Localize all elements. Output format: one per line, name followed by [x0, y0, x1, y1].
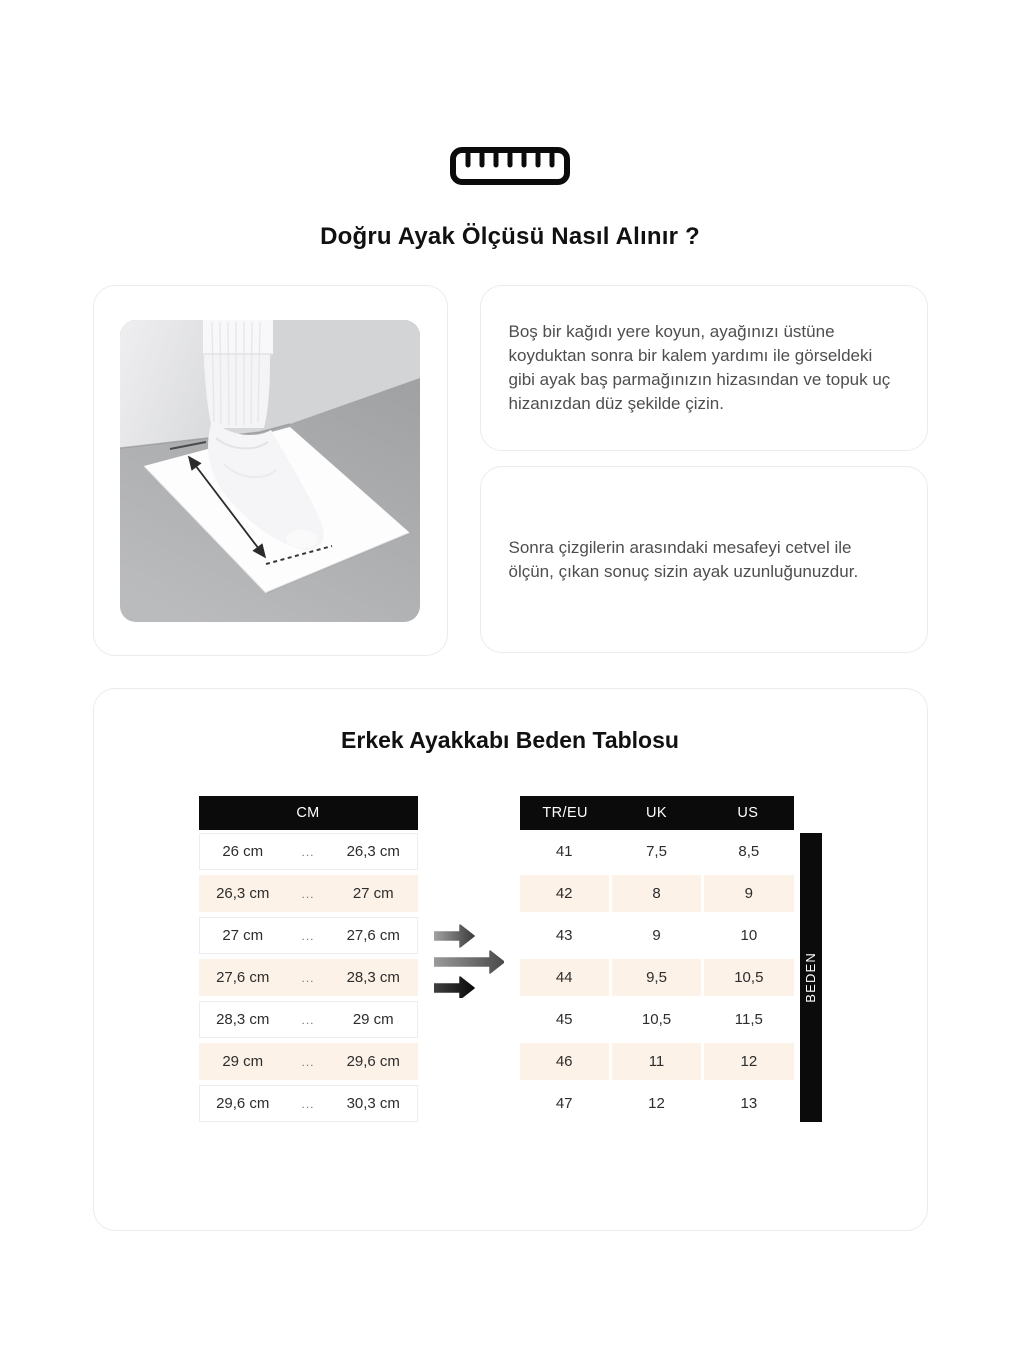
cm-table-row — [199, 875, 418, 912]
size-cell: 9 — [704, 875, 793, 912]
size-cell: 10 — [704, 917, 793, 954]
size-table-title: Erkek Ayakkabı Beden Tablosu — [341, 727, 679, 753]
international-size-table — [520, 796, 794, 1122]
size-cell: 46 — [520, 1043, 609, 1080]
beden-side-label-text: BEDEN — [803, 952, 818, 1003]
size-cell: 7,5 — [612, 833, 701, 870]
cm-table-row — [199, 1001, 418, 1038]
size-table-header-us: US — [737, 805, 759, 821]
cm-table-header: CM — [199, 796, 418, 830]
cm-table-row — [199, 833, 418, 870]
range-dots: ... — [301, 886, 315, 901]
size-cell: 11 — [612, 1043, 701, 1080]
cm-table-row — [199, 1085, 418, 1122]
cm-to-cell: 28,3 cm — [346, 969, 400, 986]
size-cell: 45 — [520, 1001, 609, 1038]
cm-to-cell: 26,3 cm — [346, 843, 400, 860]
cm-from-cell: 29,6 cm — [216, 1095, 270, 1112]
cm-from-cell: 26 cm — [222, 843, 264, 860]
size-table-row — [520, 959, 794, 996]
range-dots: ... — [301, 928, 315, 943]
page-title: Doğru Ayak Ölçüsü Nasıl Alınır ? — [320, 223, 700, 250]
size-table-body — [520, 833, 794, 1122]
size-cell: 10,5 — [704, 959, 793, 996]
cm-from-cell: 29 cm — [222, 1053, 264, 1070]
size-table-header-uk: UK — [646, 805, 667, 821]
size-cell: 43 — [520, 917, 609, 954]
page-header — [0, 0, 1020, 251]
size-table-row — [520, 833, 794, 870]
cm-from-cell: 26,3 cm — [216, 885, 270, 902]
size-cell: 9 — [612, 917, 701, 954]
instructions-section — [93, 285, 928, 656]
cm-from-cell: 28,3 cm — [216, 1011, 270, 1028]
cm-table-row — [199, 959, 418, 996]
cm-table — [199, 796, 418, 1122]
size-cell: 12 — [704, 1043, 793, 1080]
size-cell: 10,5 — [612, 1001, 701, 1038]
range-dots: ... — [301, 844, 315, 859]
cm-to-cell: 30,3 cm — [346, 1095, 400, 1112]
instruction-step-2: Sonra çizgilerin arasındaki mesafeyi cetvel ile ölçün, çıkan sonuç sizin ayak uzunluğunuzdur. — [508, 537, 859, 581]
size-cell: 9,5 — [612, 959, 701, 996]
instruction-cards-column — [480, 285, 928, 656]
cm-table-row — [199, 1043, 418, 1080]
foot-measurement-illustration — [120, 320, 420, 622]
size-table-row — [520, 917, 794, 954]
cm-table-row — [199, 917, 418, 954]
size-cell: 8,5 — [704, 833, 793, 870]
size-table-header-treu: TR/EU — [542, 805, 588, 821]
size-table-row — [520, 875, 794, 912]
cm-to-cell: 29,6 cm — [346, 1053, 400, 1070]
cm-to-cell: 27,6 cm — [346, 927, 400, 944]
size-cell: 42 — [520, 875, 609, 912]
size-tables — [94, 796, 927, 1127]
ruler-icon — [449, 146, 571, 186]
size-cell: 41 — [520, 833, 609, 870]
cm-from-cell: 27,6 cm — [216, 969, 270, 986]
size-cell: 47 — [520, 1085, 609, 1122]
range-dots: ... — [301, 1096, 315, 1111]
size-cell: 44 — [520, 959, 609, 996]
size-table-row — [520, 1085, 794, 1122]
size-table-row — [520, 1001, 794, 1038]
size-cell: 12 — [612, 1085, 701, 1122]
instruction-card-1 — [480, 285, 928, 451]
size-cell: 8 — [612, 875, 701, 912]
size-cell: 11,5 — [704, 1001, 793, 1038]
size-cell: 13 — [704, 1085, 793, 1122]
measurement-photo-card — [93, 285, 448, 656]
size-table-header-row — [520, 796, 794, 830]
size-table-card — [93, 688, 928, 1231]
range-dots: ... — [301, 970, 315, 985]
cm-to-cell: 29 cm — [352, 1011, 394, 1028]
cm-to-cell: 27 cm — [352, 885, 394, 902]
size-table-row — [520, 1043, 794, 1080]
beden-side-label — [800, 833, 822, 1122]
instruction-card-2 — [480, 466, 928, 653]
cm-table-body — [199, 833, 418, 1122]
international-size-table-wrap — [520, 796, 822, 1127]
range-dots: ... — [301, 1012, 315, 1027]
cm-from-cell: 27 cm — [222, 927, 264, 944]
range-dots: ... — [301, 1054, 315, 1069]
instruction-step-1: Boş bir kağıdı yere koyun, ayağınızı üstüne koyduktan sonra bir kalem yardımı ile görseldeki gibi ayak baş parmağınızın hizasından ve topuk uç hizanızdan düz şekilde çizin. — [508, 322, 891, 413]
conversion-arrows-icon — [434, 924, 504, 998]
